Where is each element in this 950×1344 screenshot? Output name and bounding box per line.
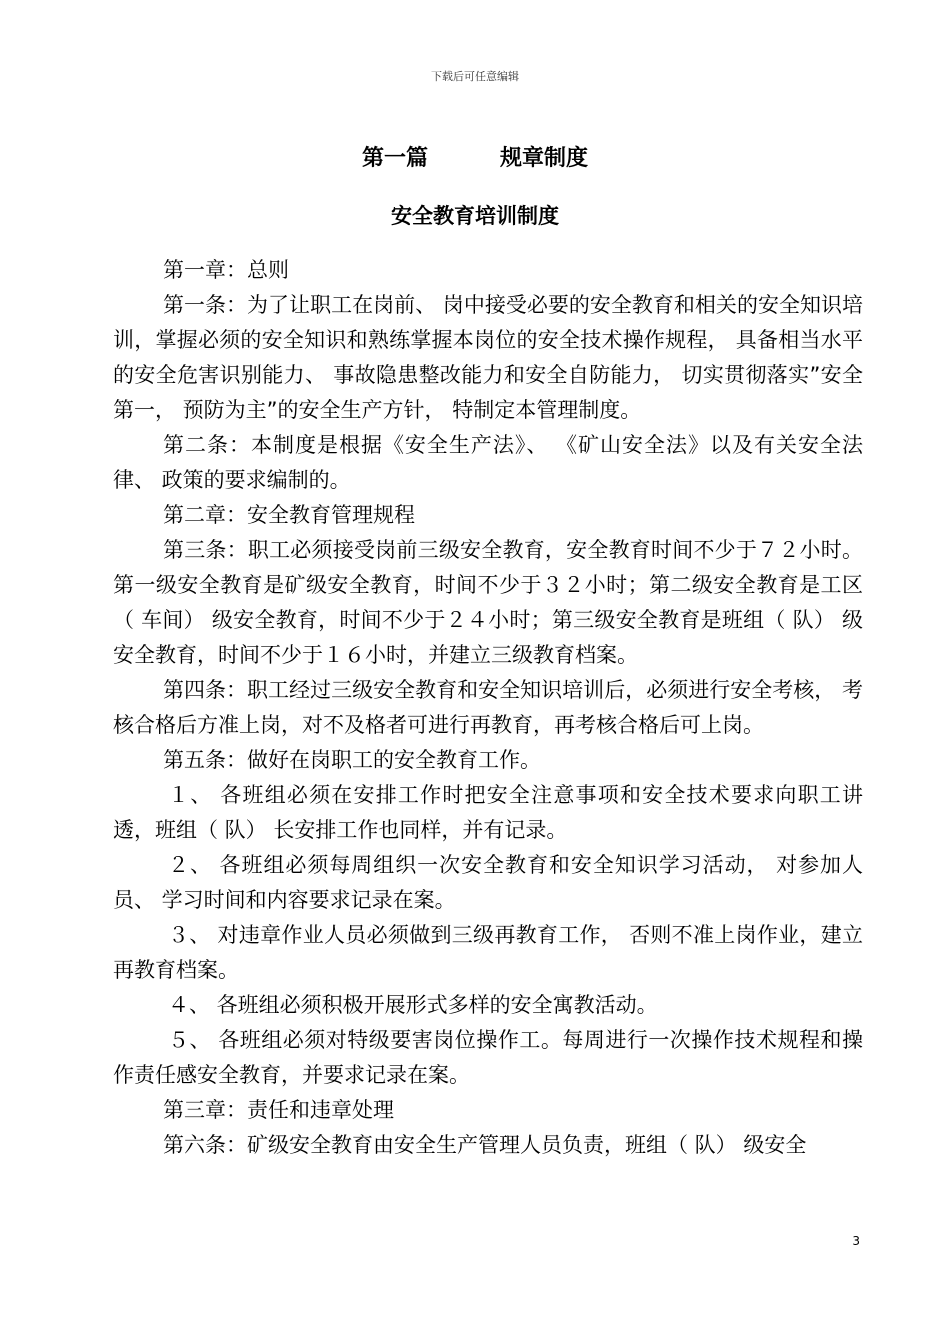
part-title-right: 规章制度 [500,146,589,171]
header-note: 下载后可任意编辑 [431,70,519,83]
list-item-2: ２、 各班组必须每周组织一次安全教育和安全知识学习活动， 对参加人员、 学习时间和内容要求记录在案。 [113,853,863,912]
list-item-4: ４、 各班组必须积极开展形式多样的安全寓教活动。 [168,993,658,1017]
article-6: 第六条：矿级安全教育由安全生产管理人员负责，班组（ 队） 级安全 [163,1133,807,1157]
chapter-heading-3: 第三章：责任和违章处理 [163,1098,394,1122]
article-2: 第二条：本制度是根据《安全生产法》、 《矿山安全法》以及有关安全法律、 政策的要求编制的。 [113,433,863,492]
list-item-3: ３、 对违章作业人员必须做到三级再教育工作， 否则不准上岗作业，建立再教育档案。 [113,923,863,982]
page-number: 3 [852,1234,860,1248]
part-title-left: 第一篇 [361,146,428,171]
document-body [113,253,863,1163]
chapter-heading-2: 第二章：安全教育管理规程 [163,503,415,527]
article-1: 第一条：为了让职工在岗前、 岗中接受必要的安全教育和相关的安全知识培训，掌握必须的安全知识和熟练掌握本岗位的安全技术操作规程， 具备相当水平的安全危害识别能力、 事故隐患整改能力和安全自防能力， 切实贯彻落实”安全第一， 预防为主”的安全生产方针， 特制定本管理制度。 [113,293,863,422]
article-5: 第五条：做好在岗职工的安全教育工作。 [163,748,541,772]
list-item-1: １、 各班组必须在安排工作时把安全注意事项和安全技术要求向职工讲透，班组（ 队） 长安排工作也同样，并有记录。 [113,783,863,842]
article-3: 第三条：职工必须接受岗前三级安全教育，安全教育时间不少于７２小时。第一级安全教育是矿级安全教育，时间不少于３２小时；第二级安全教育是工区（ 车间） 级安全教育，时间不少于２４小时；第三级安全教育是班组（ 队） 级安全教育，时间不少于１６小时，并建立三级教育档案。 [113,538,863,667]
document-title: 安全教育培训制度 [391,204,559,228]
article-4: 第四条：职工经过三级安全教育和安全知识培训后，必须进行安全考核， 考核合格后方准上岗，对不及格者可进行再教育，再考核合格后可上岗。 [113,678,863,737]
chapter-heading-1: 第一章：总则 [163,258,289,282]
part-title [0,141,950,172]
list-item-5: ５、 各班组必须对特级要害岗位操作工。每周进行一次操作技术规程和操作责任感安全教育，并要求记录在案。 [113,1028,863,1087]
